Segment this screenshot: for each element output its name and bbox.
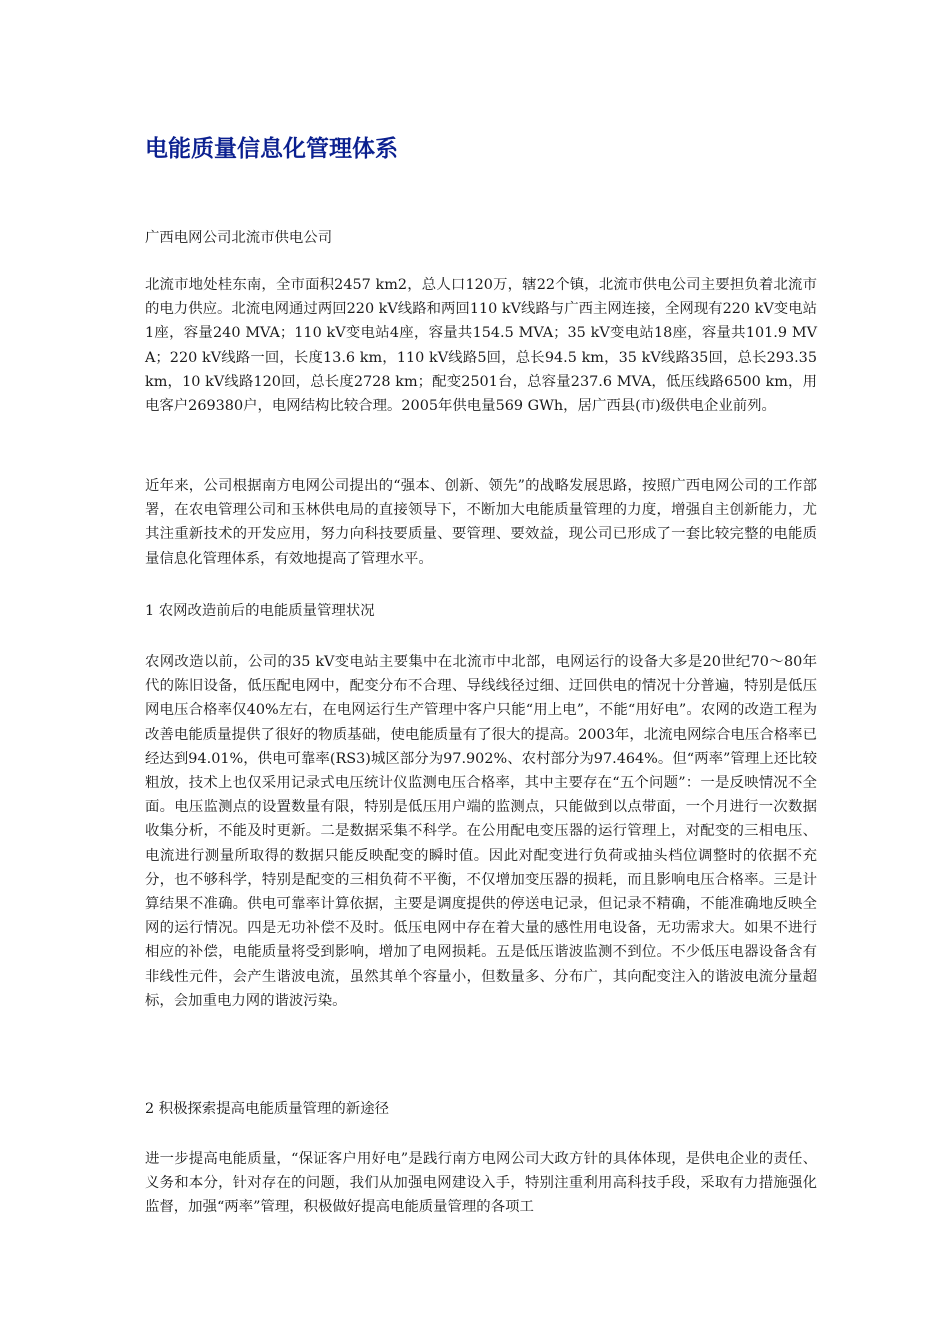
- document-title: 电能质量信息化管理体系: [145, 136, 398, 162]
- status-paragraph: 农网改造以前，公司的35 kV变电站主要集中在北流市中北部，电网运行的设备大多是20世纪70～80年代的陈旧设备，低压配电网中，配变分布不合理、导线线径过细、迂回供电的情况十分普遍，特别是低压网电压合格率仅40%左右，在电网运行生产管理中客户只能“用上电”，不能“用好电”。农网的改造工程为改善电能质量提供了很好的物质基础，使电能质量有了很大的提高。2003年，北流电网综合电压合格率已经达到94.01%，供电可靠率(RS3)城区部分为97.902%、农村部分为97.464%。但“两率”管理上还比较粗放，技术上也仅采用记录式电压统计仪监测电压合格率，其中主要存在“五个问题”：一是反映情况不全面。电压监测点的设置数量有限，特别是低压用户端的监测点，只能做到以点带面，一个月进行一次数据收集分析，不能及时更新。二是数据采集不科学。在公用配电变压器的运行管理上，对配变的三相电压、电流进行测量所取得的数据只能反映配变的瞬时值。因此对配变进行负荷或抽头档位调整时的依据不充分，也不够科学，特别是配变的三相负荷不平衡，不仅增加变压器的损耗，而且影响电压合格率。三是计算结果不准确。供电可靠率计算依据，主要是调度提供的停送电记录，但记录不精确，不能准确地反映全网的运行情况。四是无功补偿不及时。低压电网中存在着大量的感性用电设备，无功需求大。如果不进行相应的补偿，电能质量将受到影响，增加了电网损耗。五是低压谐波监测不到位。不少低压电器设备含有非线性元件，会产生谐波电流，虽然其单个容量小，但数量多、分布广，其向配变注入的谐波电流分量超标，会加重电力网的谐波污染。: [145, 654, 817, 1009]
- approach-paragraph: 进一步提高电能质量，“保证客户用好电”是践行南方电网公司大政方针的具体体现，是供电企业的责任、义务和本分，针对存在的问题，我们从加强电网建设入手，特别注重利用高科技手段，采取有力措施强化监督，加强“两率”管理，积极做好提高电能质量管理的各项工: [145, 1151, 817, 1216]
- section-heading-2: 2 积极探索提高电能质量管理的新途径: [145, 1101, 389, 1117]
- section-heading-1: 1 农网改造前后的电能质量管理状况: [145, 603, 375, 619]
- background-paragraph: 近年来，公司根据南方电网公司提出的“强本、创新、领先”的战略发展思路，按照广西电网公司的工作部署，在农电管理公司和玉林供电局的直接领导下，不断加大电能质量管理的力度，增强自主创新能力，尤其注重新技术的开发应用，努力向科技要质量、要管理、要效益，现公司已形成了一套比较完整的电能质量信息化管理体系，有效地提高了管理水平。: [145, 478, 817, 567]
- organization-name: 广西电网公司北流市供电公司: [145, 230, 333, 246]
- intro-paragraph: 北流市地处桂东南，全市面积2457 km2，总人口120万，辖22个镇，北流市供电公司主要担负着北流市的电力供应。北流电网通过两回220 kV线路和两回110 kV线路与广西主网连接，全网现有220 kV变电站1座，容量240 MVA；110 kV变电站4座，容量共154.5 MVA；35 kV变电站18座，容量共101.9 MVA；220 kV线路一回，长度13.6 km，110 kV线路5回，总长94.5 km，35 kV线路35回，总长293.35 km，10 kV线路120回，总长度2728 km；配变2501台，总容量237.6 MVA，低压线路6500 km，用电客户269380户，电网结构比较合理。2005年供电量569 GWh，居广西县(市)级供电企业前列。: [145, 277, 817, 415]
